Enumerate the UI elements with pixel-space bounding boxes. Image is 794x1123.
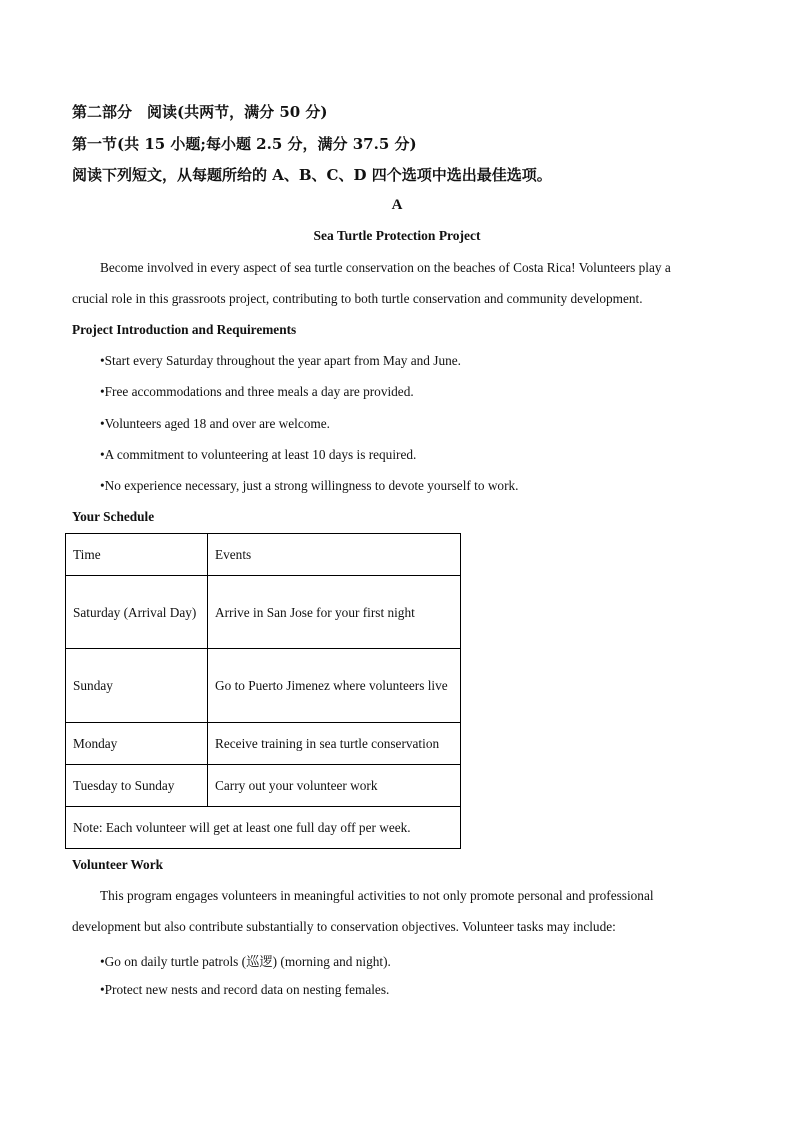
table-cell-event: Go to Puerto Jimenez where volunteers live [208,649,461,723]
requirement-item: •Start every Saturday throughout the year apart from May and June. [100,353,461,368]
part-heading: 第二部分 阅读(共两节，满分 50 分) [72,103,328,121]
table-cell-event: Receive training in sea turtle conservation [208,723,461,765]
table-cell-time: Tuesday to Sunday [66,765,208,807]
table-cell-time: Sunday [66,649,208,723]
work-line-1: This program engages volunteers in meaningful activities to not only promote personal and professional [100,888,654,903]
schedule-heading: Your Schedule [72,509,155,524]
work-line-2: development but also contribute substantially to conservation objectives. Volunteer tasks may include: [72,919,616,934]
table-cell-event: Carry out your volunteer work [208,765,461,807]
instruction-text: 阅读下列短文，从每题所给的 A、B、C、D 四个选项中选出最佳选项。 [72,166,552,184]
table-note-row [66,807,461,849]
table-row [66,649,461,723]
task-item: •Go on daily turtle patrols (巡逻) (morning and night). [100,954,391,969]
table-cell-time: Monday [66,723,208,765]
requirements-heading: Project Introduction and Requirements [72,322,297,337]
requirement-item: •A commitment to volunteering at least 10 days is required. [100,447,417,462]
work-heading: Volunteer Work [72,857,163,872]
passage-title: Sea Turtle Protection Project [313,228,481,243]
table-header-events: Events [208,534,461,576]
table-row [66,765,461,807]
intro-line-2: crucial role in this grassroots project, contributing to both turtle conservation and community development. [72,291,643,306]
task-item: •Protect new nests and record data on nesting females. [100,982,390,997]
section-heading: 第一节(共 15 小题;每小题 2.5 分，满分 37.5 分) [72,135,417,153]
passage-letter: A [391,197,403,213]
table-note: Note: Each volunteer will get at least one full day off per week. [66,807,461,849]
table-header-row [66,534,461,576]
table-cell-event: Arrive in San Jose for your first night [208,576,461,649]
table-cell-time: Saturday (Arrival Day) [66,576,208,649]
requirement-item: •Volunteers aged 18 and over are welcome. [100,416,331,431]
schedule-table [65,533,461,849]
table-row [66,576,461,649]
table-header-time: Time [66,534,208,576]
requirement-item: •Free accommodations and three meals a day are provided. [100,384,414,399]
requirement-item: •No experience necessary, just a strong willingness to devote yourself to work. [100,478,519,493]
intro-line-1: Become involved in every aspect of sea turtle conservation on the beaches of Costa Rica! Volunteers play a [100,260,671,275]
table-row [66,723,461,765]
